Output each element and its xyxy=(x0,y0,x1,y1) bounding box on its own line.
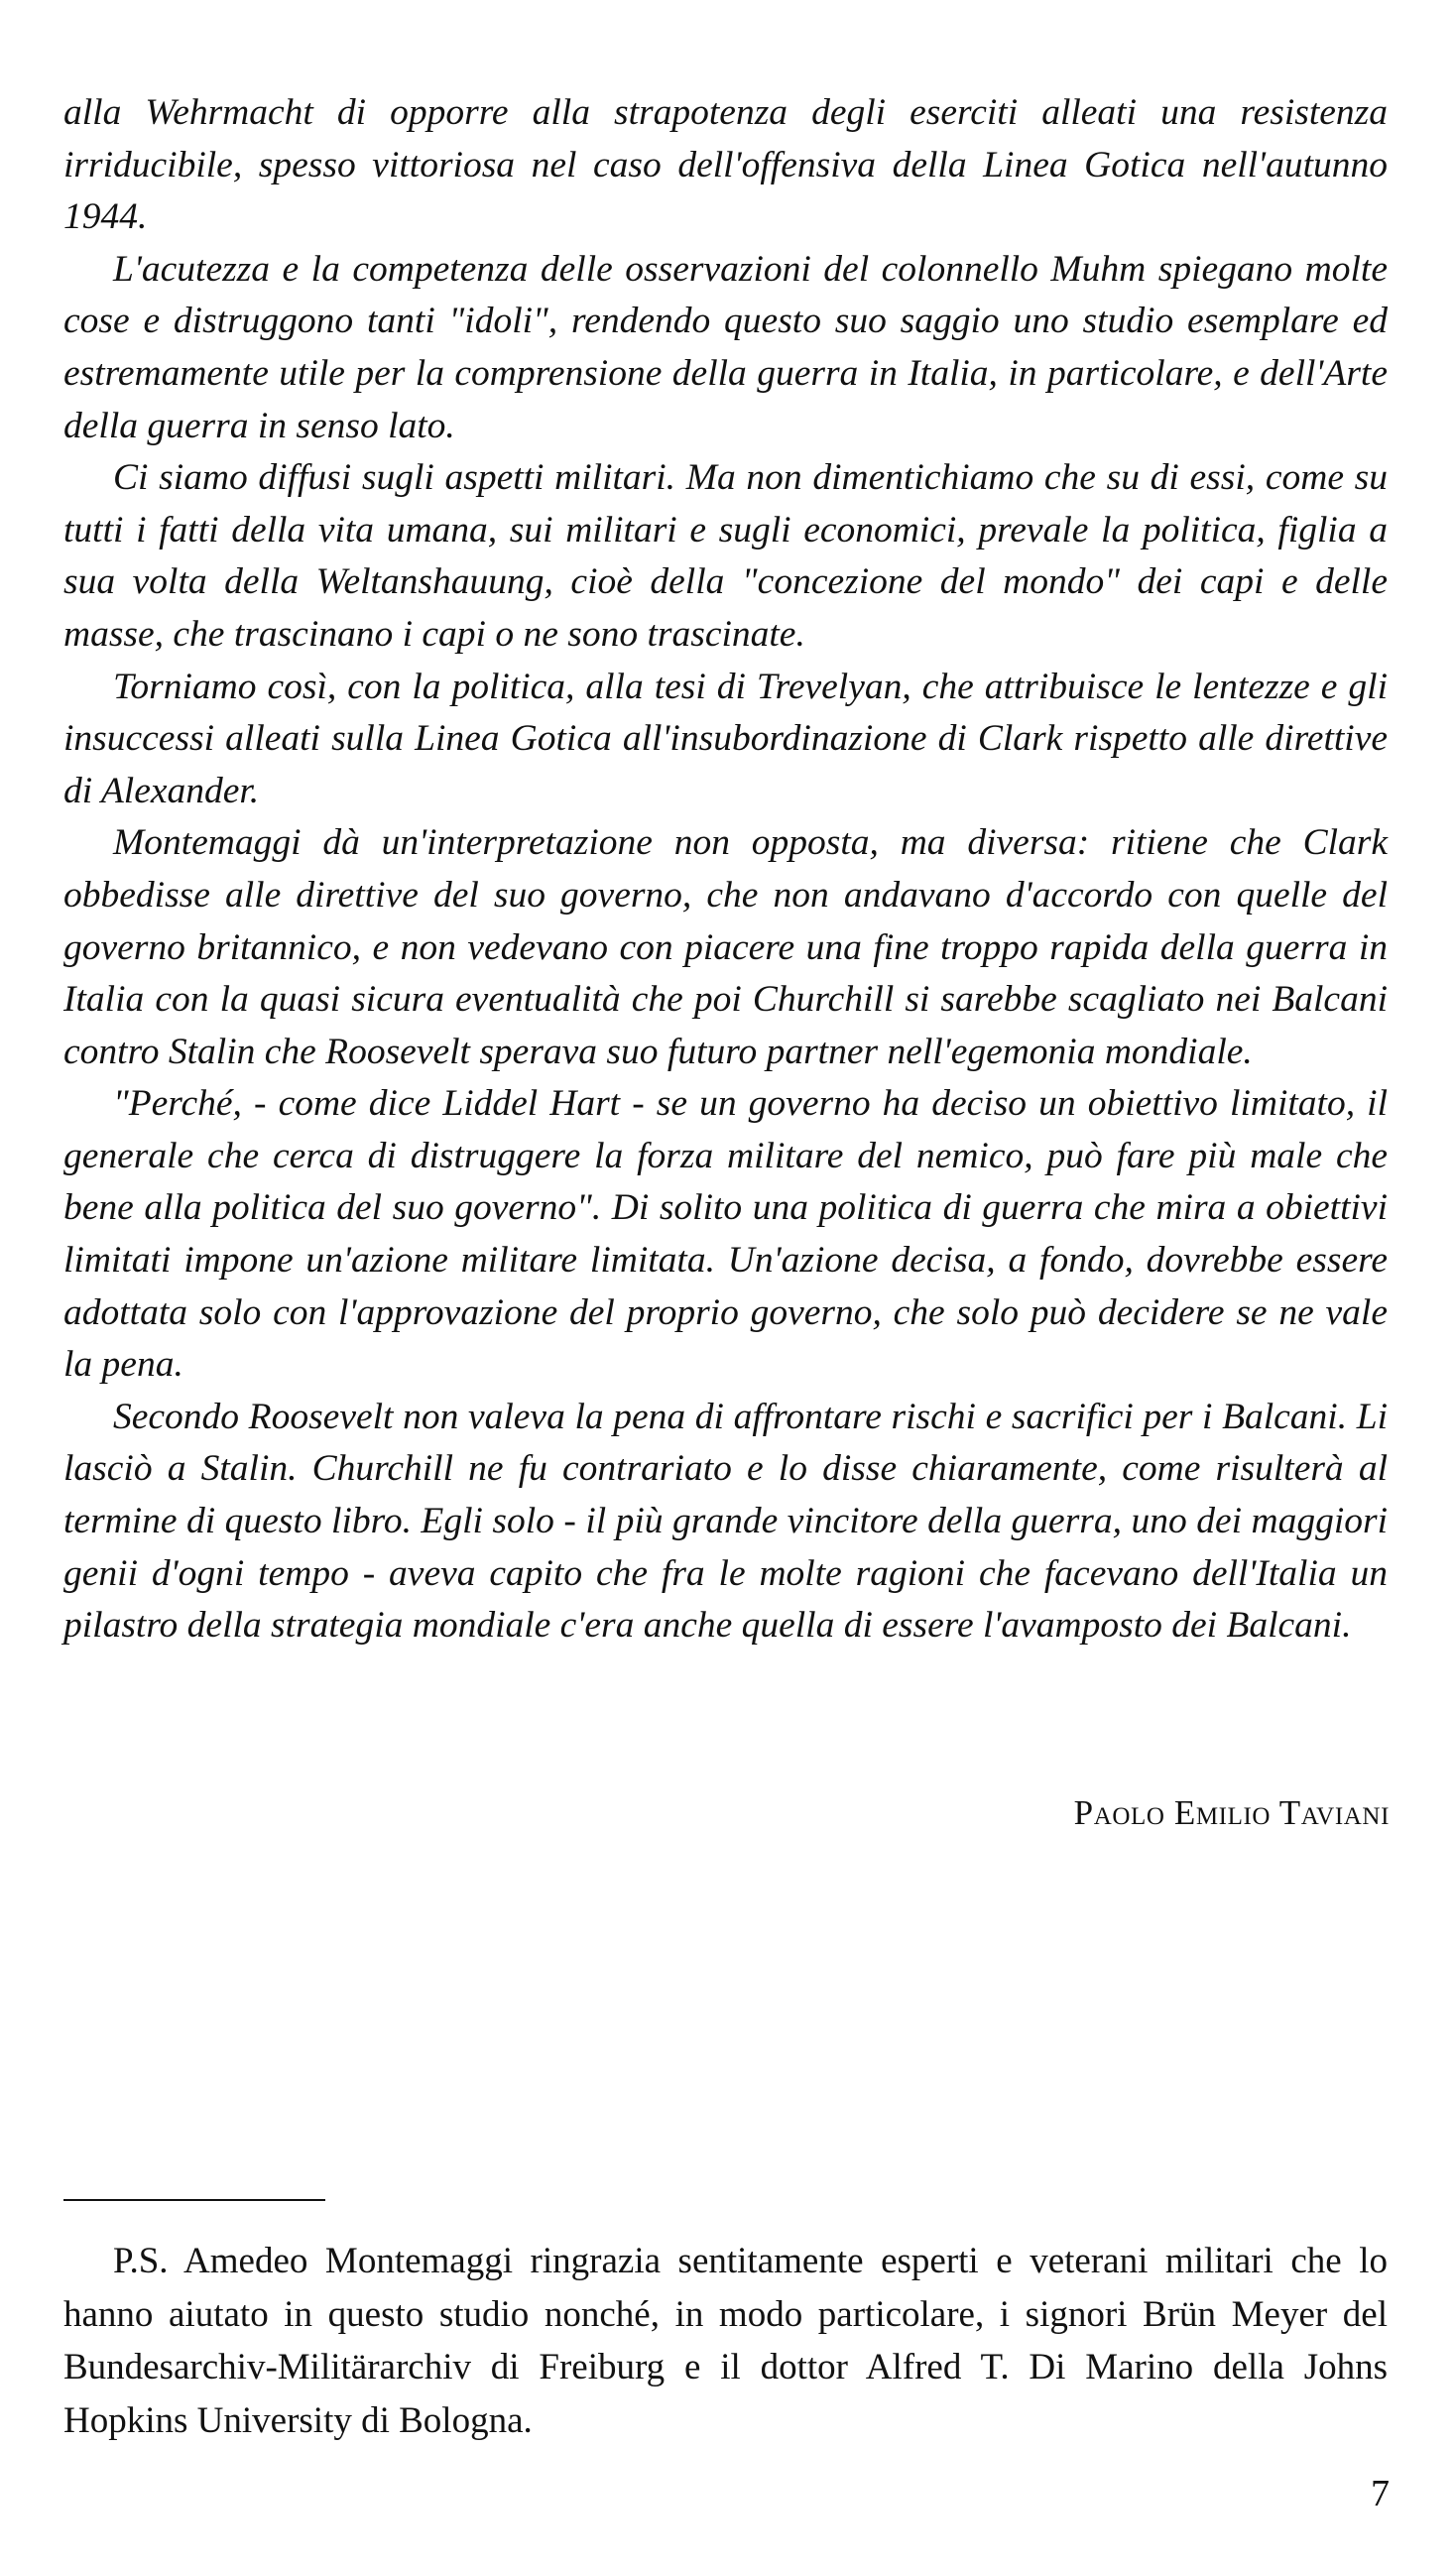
paragraph: Ci siamo diffusi sugli aspetti militari. Ma non dimentichiamo che su di essi, come su tutti i fatti della vita umana, sui militari e sugli economici, prevale la politica, figlia a sua volta della Weltanshauung, cioè della "concezione del mondo" dei capi e delle masse, che trascinano i capi o ne sono trascinate. xyxy=(63,457,1388,655)
paragraph: Secondo Roosevelt non valeva la pena di affrontare rischi e sacrifici per i Balcani. Li lasciò a Stalin. Churchill ne fu contrariato e lo disse chiaramente, come risulterà al termine di questo libro. Egli solo - il più grande vincitore della guerra, uno dei maggiori genii d'ogni tempo - aveva capito che fra le molte ragioni che facevano dell'Italia un pilastro della strategia mondiale c'era anche quella di essere l'avamposto dei Balcani. xyxy=(63,1396,1388,1647)
author-signature: Paolo Emilio Taviani xyxy=(1073,1793,1390,1832)
page-number: 7 xyxy=(1371,2473,1390,2514)
paragraph: "Perché, - come dice Liddel Hart - se un governo ha deciso un obiettivo limitato, il generale che cerca di distruggere la forza militare del nemico, può fare più male che bene alla politica del suo governo". Di solito una politica di guerra che mira a obiettivi limitati impone un'azione militare limitata. Un'azione decisa, a fondo, dovrebbe essere adottata solo con l'approvazione del proprio governo, che solo può decidere se ne vale la pena. xyxy=(63,1083,1388,1386)
footnote-divider xyxy=(63,2199,325,2201)
paragraph: Montemaggi dà un'interpretazione non opposta, ma diversa: ritiene che Clark obbedisse alle direttive del suo governo, che non andavano d'accordo con quelle del governo britannico, e non vedevano con piacere una fine troppo rapida della guerra in Italia con la quasi sicura eventualità che poi Churchill si sarebbe scagliato nei Balcani contro Stalin che Roosevelt sperava suo futuro partner nell'egemonia mondiale. xyxy=(63,822,1388,1072)
paragraph: Torniamo così, con la politica, alla tesi di Trevelyan, che attribuisce le lentezze e gli insuccessi alleati sulla Linea Gotica all'insubordinazione di Clark rispetto alle direttive di Alexander. xyxy=(63,666,1388,811)
footnote: P.S. Amedeo Montemaggi ringrazia sentitamente esperti e veterani militari che lo hanno aiutato in questo studio nonché, in modo particolare, i signori Brün Meyer del Bundesarchiv-Militärarchiv di Freiburg e il dottor Alfred T. Di Marino della Johns Hopkins University di Bologna. xyxy=(63,2241,1388,2441)
main-text xyxy=(63,87,1388,1652)
paragraph: L'acutezza e la competenza delle osservazioni del colonnello Muhm spiegano molte cose e distruggono tanti "idoli", rendendo questo suo saggio uno studio esemplare ed estremamente utile per la comprensione della guerra in Italia, in particolare, e dell'Arte della guerra in senso lato. xyxy=(63,248,1388,446)
paragraph: alla Wehrmacht di opporre alla strapotenza degli eserciti alleati una resistenza irriducibile, spesso vittoriosa nel caso dell'offensiva della Linea Gotica nell'autunno 1944. xyxy=(63,92,1388,238)
